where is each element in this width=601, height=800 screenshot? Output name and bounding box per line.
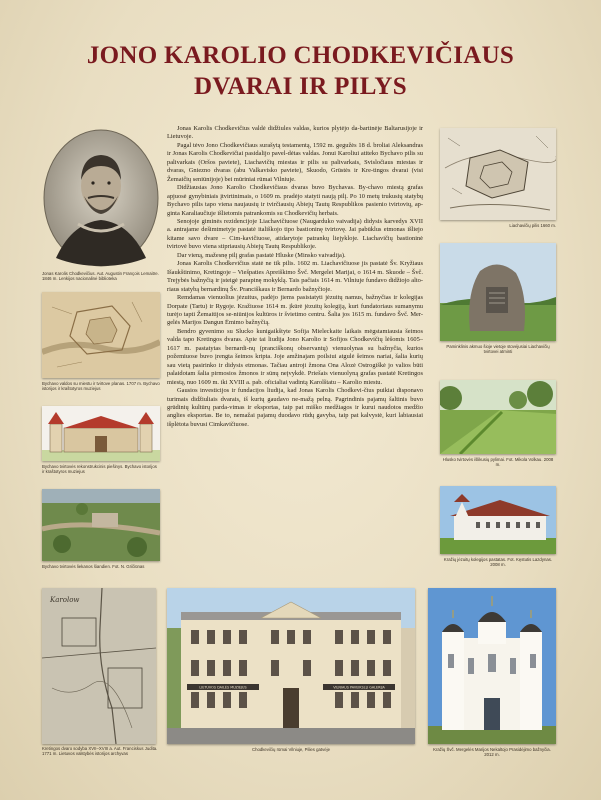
page-title <box>0 40 601 102</box>
museum-sign-left: LIETUVOS DAILĖS MUZIEJUS <box>199 685 247 690</box>
title-line-1: JONO KAROLIO CHODKEVIČIAUS <box>86 42 515 69</box>
bychav-aerial-drawing <box>42 489 160 561</box>
bychav-aerial-image <box>42 489 160 561</box>
bychav-reconstruction-caption: Bychavo tvirtovės rekonstrukcinis piešinys. Bychavo istorijos ir kraštotyros muziejus <box>42 464 157 475</box>
paragraph: Dar vieną, mažesnę pilį grafas pastatė Hluske (Minsko vaivadija). <box>177 251 346 259</box>
paragraph: Remdamas vienuolius jėzuitus, padėjo jiems pasistatyti jėzuitų namus, bažnyčias ir kolegijas Dorpate (Tartu) ir Rygoje. Kražiuose 1614 m. įkūrė jėzuitų kolegiją, kuri fundatoriaus sumanymu turėjo tapti Žemaitijos se-niūnijos kultūros ir švietimo centru. Šalia jos 1615 m. fundavo Švč. Mer-gelės Marijos Dangun Ėmimo bažnyčią. <box>167 294 423 327</box>
paragraph: Jonas Karolis Chodkevičius valdė didžiules valdas, kurios plytėjo da-bartinėje Baltarusijoje ir Lietuvoje. <box>167 125 423 141</box>
bychav-reconstruction-drawing <box>42 406 160 461</box>
kraziai-college-image <box>440 486 556 554</box>
kretinga-plan-image <box>42 588 156 744</box>
liachavichy-castle-caption: Liachavičių pilis 1660 m. <box>509 223 556 228</box>
paragraph: Pagal tėvo Jono Chodkevičiaus surašytą testamentą, 1592 m. gegužės 18 d. broliai Aleksandras ir Jonas Karolis Chodkevičiai pasidalijo pavel-dėtas valdas. Jonui Karoliui atiteko Bychavo pilis su palivarkais (Oršos paviete), Liachavičių miestas ir pilis su palivarkais, Svisločiaus miestas ir dvaras, Gniezno dvaras (abu Valkavisko paviete), Skuodo, Grūstės ir Kre-tingos dvarai (visi Žemaičių seniūnijoje) bei mūriniai rūmai Vilniuje. <box>167 141 423 183</box>
memorial-stone-caption: Paminklinis akmuo šioje vietoje stovėjusiai Liachavičių tvirtovei atminti <box>446 344 550 355</box>
liachavichy-castle-image <box>440 128 556 220</box>
vilnius-palace-drawing <box>167 588 415 744</box>
bychav-aerial-caption: Bychavo tvirtovės liekanos šiandien. Fot. N. Gričiūnas <box>42 564 145 569</box>
title-line-2: DVARAI IR PILYS <box>194 73 407 100</box>
portrait-caption: Jonas Karolis Chodkevičius. Aut. Augustin François Lemaitre. 1846 m. Lenkijos nacionalinė biblioteka <box>42 271 159 282</box>
paragraph: Didžiausias Jono Karolio Chodkevičiaus dvaras buvo Bychavas. By-chavo miestą grafas apjuosė gynybiniais įtvirtinimais, o 1609 m. pradėjo statyti naują pilį. Po 10 metų trukusių statybų Bychavo pilis tapo viena naujausių ir tvirčiausių Abiejų Tautų Respublikos pasienio tvirtovių, ap-ginta Karaliaučiuje išlietomis patrankomis su Chodkevičių herbais. <box>167 184 423 217</box>
vilnius-palace-image <box>167 588 415 744</box>
portrait-drawing <box>42 128 160 268</box>
church-image <box>428 588 556 744</box>
paragraph: Senojoje giminės rezidencijoje Liachavičiuose (Naugarduko vaivadija) didysis karvedys XVII a. antrajame dešimtmetyje pastatė itališkojo tipo bastioninę tvirtovę. Jai pabūklus etmonas išliejo kitame savo dvare – Cim-kavičiuose, atidarytoje patrankų liejykloje. Liachavičių bastioninė tvirtovė buvo viena stipriausių Abiejų Tautų Respublikoje. <box>167 217 423 251</box>
hlusk-ruins-image <box>440 380 556 454</box>
paragraph: Gausios investicijos ir fundacijos liudija, kad Jonas Karolis Chodkevi-čius puikiai disponavo turimais didžiuliais dvarais, iš kurių gaudavo ne-mažą pelną. Pagrindinis pajamų šaltinis buvo grūdinių kultūrų parda-vimas ir eksportas, taip pat miško medžiagos ir kurui naudotos medžio anglies eksportas. Be to, nemažai pajamų duodavo rūdų gavyba, taip pat kalvystė, kuri labiausiai išplėtota buvusi Cimkavičiuose. <box>167 387 423 428</box>
map-label: Karolow <box>50 596 80 604</box>
bychav-reconstruction-image <box>42 406 160 461</box>
museum-sign-right: VILNIAUS PAVEIKSLŲ GALERIJA <box>333 685 385 690</box>
liachavichy-castle-drawing <box>440 128 556 220</box>
kraziai-college-drawing <box>440 486 556 554</box>
vilnius-palace-caption: Chodkevičių rūmai Vilniuje, Pilies gatvėje <box>251 747 331 752</box>
body-text <box>167 125 423 429</box>
portrait-image <box>42 128 160 268</box>
bychav-plan-image <box>42 292 160 378</box>
hlusk-ruins-drawing <box>440 380 556 454</box>
bychav-plan-caption: Bychavo valdos su miestu ir tvirtove planas. 1707 m. Bychavo istorijos ir kraštotyros muziejus <box>42 381 160 392</box>
paragraph: Jonas Karolis Chodkevičius statė ne tik pilis. 1602 m. Liachavičiuose jis pastatė Šv. Kryžiaus Išaukštinimo, Kretingoje – Viešpaties Apreiškimo Švč. Mergelei Marijai, o 1614 m. Skuode – Švč. Trejybės bažnyčią ir įsteigė parapinę mokyklą. Tais pačiais 1614 m. Vilniuje fundavo didžiojo alto-riaus statybą bernardinų Šv. Pranciškaus ir Bernardo bažnyčioje. <box>167 260 423 293</box>
church-caption: Kražių Švč. Mergelės Marijos Nekaltojo Prasidėjimo bažnyčia. 2012 m. <box>433 747 551 758</box>
memorial-stone-image <box>440 243 556 341</box>
hlusk-ruins-caption: Hlusko tvirtovės išlikusių pylimai. Fot. Mikola Volkau. 2008 m. <box>442 457 554 468</box>
memorial-stone-drawing <box>440 243 556 341</box>
church-drawing <box>428 588 556 744</box>
kretinga-plan-drawing <box>42 588 156 744</box>
paragraph: Bendro gyvenimo su Slucko kunigaikštyte Sofija Mieleckaite laikais mėgstamiausia šeimos valda tapo Kretingos dvaras. Apie tai liudija Jono Karolio ir Sofijos Chodkevičių lėšomis 1605–1617 m. pastatytas bernardi-nų (pranciškonų observantų) vienuolynas su bažnyčia, kurios požemiuose buvo įrengta šeimos kripta. Joje amžinajam poilsiui atgulė šeimos nariai, šalia kurių sau vietą pasirinko ir didysis etmonas. Tačiau antroji žmona Ona Alozė Ostrogiškė jo valios būti palaidotam šalia pirmosios žmonos ir sūnų neįvykdė. Priešais vienuolyną grafas pastatė Kretingos miestą, nuo 1609 m. iki XVIII a. pab. oficialiai vadintą Karolštatu – Karolio miestu. <box>167 327 423 386</box>
kretinga-plan-caption: Kretingos dvaro sodyba XVII–XVIII a. Aut. Franciskus Judita. 1771 m. Lietuvos valstybės istorijos archyvas <box>42 746 158 757</box>
kraziai-college-caption: Kražių jėzuitų kolegijos pastatas. Fot. Kęstutis Lazdynas. 2008 m. <box>443 557 553 568</box>
bychav-plan-drawing <box>42 292 160 378</box>
